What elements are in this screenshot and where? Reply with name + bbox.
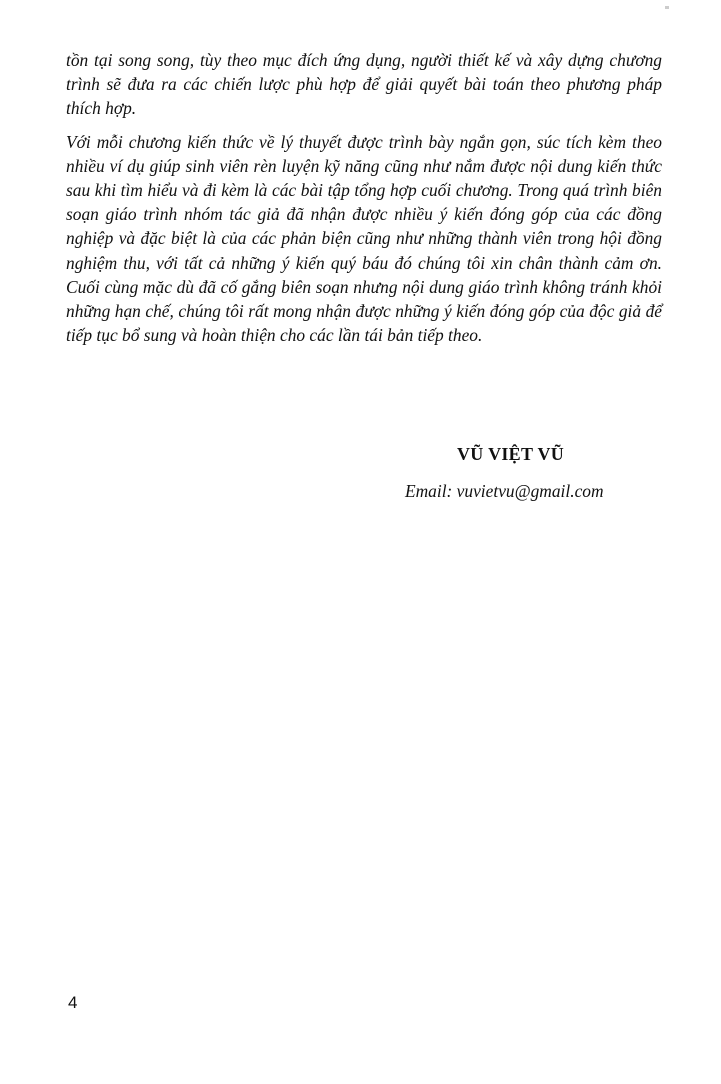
paragraph-1: tồn tại song song, tùy theo mục đích ứng dụng, người thiết kế và xây dựng chương trình sẽ đưa ra các chiến lược phù hợp để giải quyết bài toán theo phương pháp thích hợp. (66, 50, 662, 119)
paragraph-2: Với mỗi chương kiến thức về lý thuyết được trình bày ngắn gọn, súc tích kèm theo nhiều ví dụ giúp sinh viên rèn luyện kỹ năng cũng như nắm được nội dung kiến thức sau khi tìm hiểu và đi kèm là các bài tập tổng hợp cuối chương. Trong quá trình biên soạn giáo trình nhóm tác giả đã nhận được nhiều ý kiến đóng góp của các đồng nghiệp và đặc biệt là của các phản biện cũng như những thành viên trong hội đồng nghiệm thu, với tất cả những ý kiến quý báu đó chúng tôi xin chân thành cảm ơn. Cuối cùng mặc dù đã cố gắng biên soạn nhưng nội dung giáo trình không tránh khỏi những hạn chế, chúng tôi rất mong nhận được những ý kiến đóng góp của độc giả để tiếp tục bổ sung và hoàn thiện cho các lần tái bản tiếp theo. (66, 131, 662, 346)
page-number: 4 (68, 993, 78, 1012)
author-email: Email: vuvietvu@gmail.com (405, 481, 604, 501)
scan-mark (665, 6, 669, 9)
author-name: VŨ VIỆT VŨ (457, 444, 565, 464)
body-text (66, 48, 662, 347)
